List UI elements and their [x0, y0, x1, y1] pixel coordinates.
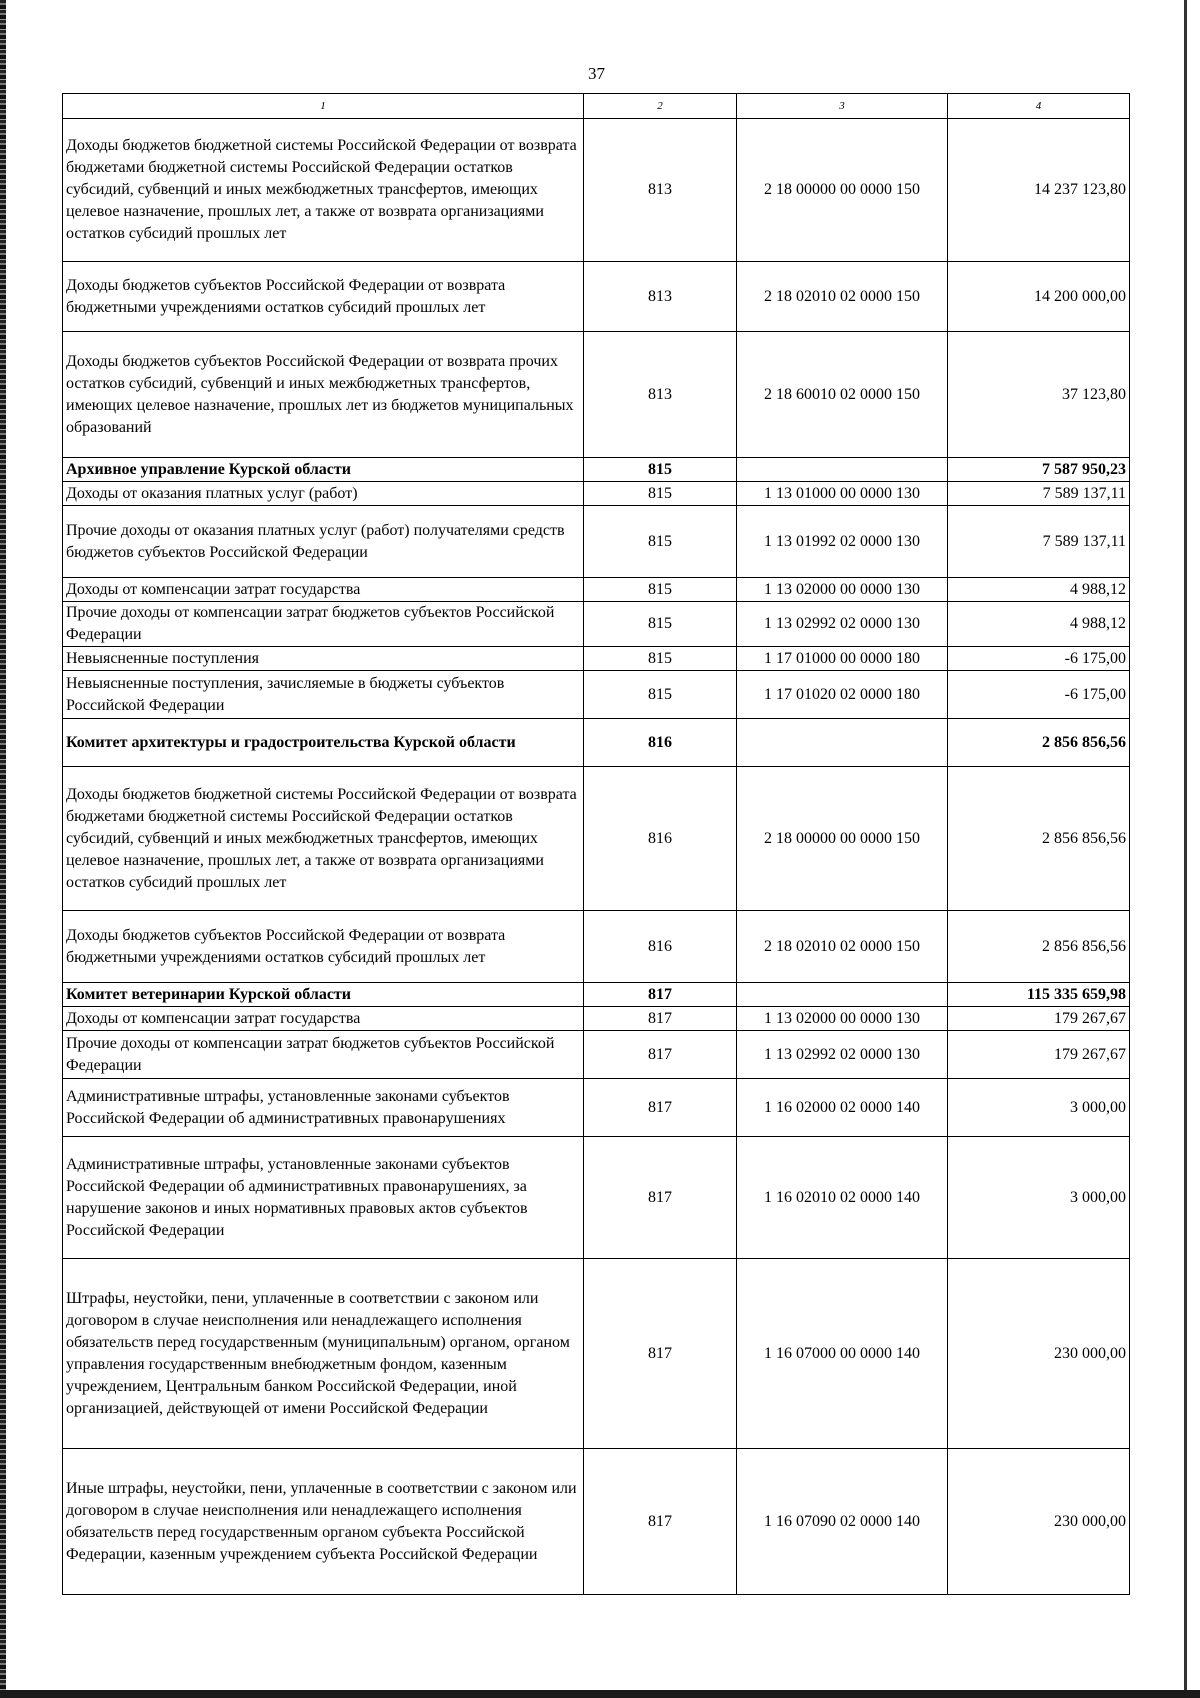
admin-code-cell: 815 [584, 482, 737, 506]
revenue-name-cell: Комитет ветеринарии Курской области [63, 983, 584, 1007]
amount-cell: 3 000,00 [948, 1079, 1130, 1137]
admin-code-cell: 817 [584, 1449, 737, 1595]
table-row [63, 1007, 1130, 1031]
column-number-1: 1 [63, 94, 584, 119]
admin-code-cell: 815 [584, 458, 737, 482]
revenue-name-cell: Доходы бюджетов бюджетной системы Российской Федерации от возврата бюджетами бюджетной системы Российской Федерации остатков субсидий, субвенций и иных межбюджетных трансфертов, имеющих целевое назначение, прошлых лет, а также от возврата организациями остатков субсидий прошлых лет [63, 119, 584, 262]
table-row [63, 506, 1130, 578]
amount-cell: 7 589 137,11 [948, 482, 1130, 506]
amount-cell: 7 587 950,23 [948, 458, 1130, 482]
budget-code-cell: 1 13 02992 02 0000 130 [737, 1031, 948, 1079]
table-row [63, 647, 1130, 671]
column-number-3: 3 [737, 94, 948, 119]
budget-code-cell: 1 17 01020 02 0000 180 [737, 671, 948, 719]
admin-code-cell: 815 [584, 602, 737, 647]
page-number: 37 [588, 64, 605, 83]
budget-code-cell: 2 18 00000 00 0000 150 [737, 119, 948, 262]
revenue-name-cell: Доходы бюджетов бюджетной системы Российской Федерации от возврата бюджетами бюджетной системы Российской Федерации остатков субсидий, субвенций и иных межбюджетных трансфертов, имеющих целевое назначение, прошлых лет, а также от возврата организациями остатков субсидий прошлых лет [63, 767, 584, 911]
budget-code-cell: 2 18 00000 00 0000 150 [737, 767, 948, 911]
admin-code-cell: 815 [584, 506, 737, 578]
revenue-name-cell: Штрафы, неустойки, пени, уплаченные в соответствии с законом или договором в случае неисполнения или ненадлежащего исполнения обязательств перед государственным (муниципальным) органом, органом управления государственным внебюджетным фондом, казенным учреждением, Центральным банком Российской Федерации, иной организацией, действующей от имени Российской Федерации [63, 1259, 584, 1449]
table-row [63, 262, 1130, 332]
budget-code-cell: 1 16 07000 00 0000 140 [737, 1259, 948, 1449]
revenue-name-cell: Доходы бюджетов субъектов Российской Федерации от возврата бюджетными учреждениями остатков субсидий прошлых лет [63, 911, 584, 983]
budget-code-cell: 1 13 02000 00 0000 130 [737, 1007, 948, 1031]
amount-cell: 4 988,12 [948, 602, 1130, 647]
amount-cell: 179 267,67 [948, 1007, 1130, 1031]
table-row [63, 119, 1130, 262]
admin-code-cell: 817 [584, 1137, 737, 1259]
amount-cell: 4 988,12 [948, 578, 1130, 602]
amount-cell: 14 200 000,00 [948, 262, 1130, 332]
amount-cell: 7 589 137,11 [948, 506, 1130, 578]
revenue-name-cell: Прочие доходы от компенсации затрат бюджетов субъектов Российской Федерации [63, 1031, 584, 1079]
table-row [63, 578, 1130, 602]
budget-code-cell: 2 18 60010 02 0000 150 [737, 332, 948, 458]
table-row [63, 482, 1130, 506]
revenue-name-cell: Иные штрафы, неустойки, пени, уплаченные в соответствии с законом или договором в случае неисполнения или ненадлежащего исполнения обязательств перед государственным органом субъекта Российской Федерации, казенным учреждением субъекта Российской Федерации [63, 1449, 584, 1595]
budget-code-cell: 1 17 01000 00 0000 180 [737, 647, 948, 671]
table-row [63, 1259, 1130, 1449]
admin-code-cell: 816 [584, 911, 737, 983]
budget-code-cell: 1 13 02992 02 0000 130 [737, 602, 948, 647]
revenue-name-cell: Административные штрафы, установленные законами субъектов Российской Федерации об административных правонарушениях, за нарушение законов и иных нормативных правовых актов субъектов Российской Федерации [63, 1137, 584, 1259]
admin-code-cell: 813 [584, 119, 737, 262]
revenue-name-cell: Доходы бюджетов субъектов Российской Федерации от возврата прочих остатков субсидий, субвенций и иных межбюджетных трансфертов, имеющих целевое назначение, прошлых лет из бюджетов муниципальных образований [63, 332, 584, 458]
budget-code-cell: 1 13 02000 00 0000 130 [737, 578, 948, 602]
budget-code-cell: 1 16 02000 02 0000 140 [737, 1079, 948, 1137]
amount-cell: 37 123,80 [948, 332, 1130, 458]
revenue-name-cell: Доходы от оказания платных услуг (работ) [63, 482, 584, 506]
revenue-name-cell: Архивное управление Курской области [63, 458, 584, 482]
revenue-name-cell: Прочие доходы от компенсации затрат бюджетов субъектов Российской Федерации [63, 602, 584, 647]
admin-code-cell: 816 [584, 719, 737, 767]
section-header-row [63, 458, 1130, 482]
revenue-name-cell: Административные штрафы, установленные законами субъектов Российской Федерации об административных правонарушениях [63, 1079, 584, 1137]
amount-cell: 2 856 856,56 [948, 719, 1130, 767]
budget-code-cell: 1 13 01000 00 0000 130 [737, 482, 948, 506]
budget-code-cell: 1 16 02010 02 0000 140 [737, 1137, 948, 1259]
table-row [63, 1031, 1130, 1079]
table-row [63, 332, 1130, 458]
section-header-row [63, 983, 1130, 1007]
admin-code-cell: 817 [584, 1007, 737, 1031]
budget-code-cell: 1 16 07090 02 0000 140 [737, 1449, 948, 1595]
table-row [63, 602, 1130, 647]
amount-cell: 3 000,00 [948, 1137, 1130, 1259]
admin-code-cell: 815 [584, 671, 737, 719]
column-number-2: 2 [584, 94, 737, 119]
admin-code-cell: 817 [584, 1031, 737, 1079]
revenue-name-cell: Невыясненные поступления, зачисляемые в бюджеты субъектов Российской Федерации [63, 671, 584, 719]
scan-edge-right [1184, 0, 1187, 1698]
amount-cell: -6 175,00 [948, 671, 1130, 719]
budget-code-cell: 2 18 02010 02 0000 150 [737, 911, 948, 983]
table-row [63, 1137, 1130, 1259]
budget-code-cell: 2 18 02010 02 0000 150 [737, 262, 948, 332]
budget-code-cell [737, 719, 948, 767]
amount-cell: 115 335 659,98 [948, 983, 1130, 1007]
revenue-name-cell: Прочие доходы от оказания платных услуг (работ) получателями средств бюджетов субъектов Российской Федерации [63, 506, 584, 578]
table-row [63, 671, 1130, 719]
admin-code-cell: 813 [584, 262, 737, 332]
amount-cell: 230 000,00 [948, 1449, 1130, 1595]
scan-edge-bottom [0, 1690, 1200, 1698]
revenue-name-cell: Доходы от компенсации затрат государства [63, 1007, 584, 1031]
amount-cell: -6 175,00 [948, 647, 1130, 671]
admin-code-cell: 813 [584, 332, 737, 458]
amount-cell: 230 000,00 [948, 1259, 1130, 1449]
budget-code-cell [737, 458, 948, 482]
column-number-4: 4 [948, 94, 1130, 119]
column-number-row [63, 94, 1130, 119]
admin-code-cell: 817 [584, 1259, 737, 1449]
scan-edge-left [0, 0, 6, 1698]
revenue-name-cell: Доходы от компенсации затрат государства [63, 578, 584, 602]
table-body [63, 119, 1130, 1595]
revenue-name-cell: Комитет архитектуры и градостроительства Курской области [63, 719, 584, 767]
revenue-name-cell: Невыясненные поступления [63, 647, 584, 671]
amount-cell: 2 856 856,56 [948, 767, 1130, 911]
table-row [63, 911, 1130, 983]
amount-cell: 14 237 123,80 [948, 119, 1130, 262]
admin-code-cell: 816 [584, 767, 737, 911]
table-row [63, 1079, 1130, 1137]
table-row [63, 1449, 1130, 1595]
budget-code-cell [737, 983, 948, 1007]
revenue-table [62, 93, 1130, 1595]
amount-cell: 179 267,67 [948, 1031, 1130, 1079]
section-header-row [63, 719, 1130, 767]
admin-code-cell: 815 [584, 647, 737, 671]
table-row [63, 767, 1130, 911]
budget-code-cell: 1 13 01992 02 0000 130 [737, 506, 948, 578]
admin-code-cell: 817 [584, 983, 737, 1007]
admin-code-cell: 817 [584, 1079, 737, 1137]
amount-cell: 2 856 856,56 [948, 911, 1130, 983]
revenue-name-cell: Доходы бюджетов субъектов Российской Федерации от возврата бюджетными учреждениями остатков субсидий прошлых лет [63, 262, 584, 332]
admin-code-cell: 815 [584, 578, 737, 602]
